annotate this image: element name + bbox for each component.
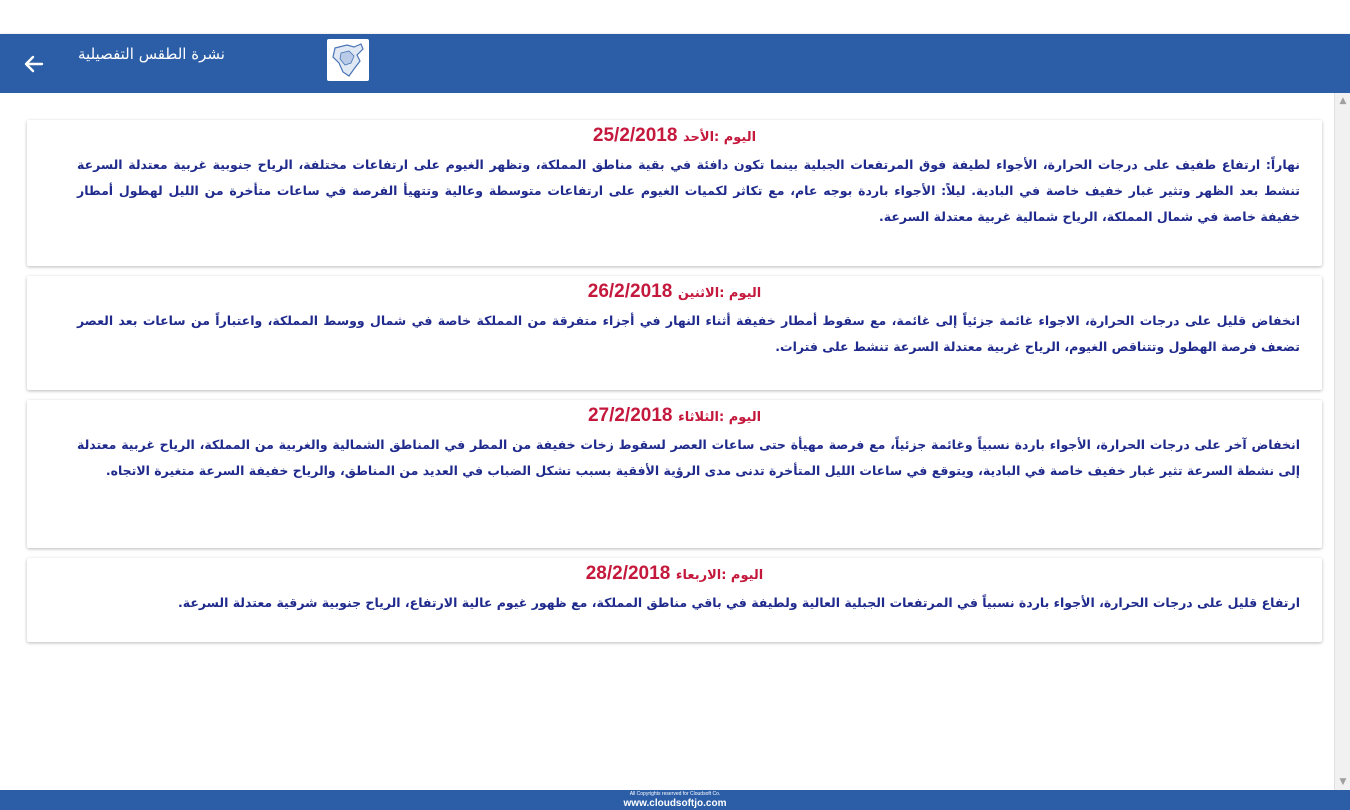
forecast-date: 28/2/2018: [585, 563, 671, 584]
footer-link[interactable]: www.cloudsoftjo.com: [623, 798, 727, 809]
forecast-text: ارتفاع قليل على درجات الحرارة، الأجواء باردة نسبياً في المرتفعات الجبلية العالية ولطيفة في باقي مناطق المملكة، مع ظهور غيوم عالية الارتفاع، الرياح جنوبية شرقية معتدلة السرعة.: [178, 595, 1300, 610]
forecast-text: نهاراً: ارتفاع طفيف على درجات الحرارة، الأجواء لطيفة فوق المرتفعات الجبلية بينما تكون دافئة في بقية مناطق المملكة، وتظهر الغيوم على ارتفاعات مختلفة، الرياح جنوبية غربية معتدلة السرعة تنشط بعد الظهر وتثير غبار خفيف خاصة في البادية. ليلاً: الأجواء باردة بوجه عام، مع تكاثر لكميات الغيوم على ارتفاعات متوسطة وعالية وتتهيأ الفرصة في ساعات متأخرة من الليل لهطول أمطار خفيفة خاصة في شمال المملكة، الرياح شمالية غربية معتدلة السرعة.: [77, 157, 1300, 224]
top-strip: [0, 0, 1350, 34]
forecast-list[interactable]: [0, 93, 1334, 790]
forecast-card-title: [27, 562, 1322, 588]
vertical-scrollbar[interactable]: [1334, 93, 1350, 790]
forecast-card-day-2: [27, 276, 1322, 390]
footer-copyright: All Copyrights reserved for Cloudsoft Co.: [629, 791, 721, 797]
forecast-card-title: [27, 124, 1322, 150]
forecast-card-day-1: [27, 120, 1322, 266]
forecast-text: انخفاض آخر على درجات الحرارة، الأجواء باردة نسبياً وغائمة جزئياً، مع فرصة مهيأة حتى ساعات العصر لسقوط زخات خفيفة من المطر في المناطق الشمالية والغربية من المملكة، الرياح غربية معتدلة إلى نشطة السرعة تثير غبار خفيف خاصة في البادية، ويتوقع في ساعات الليل المتأخرة تدنى مدى الرؤية الأفقية بسبب تشكل الضباب في العديد من المناطق، والرياح خفيفة السرعة متغيرة الاتجاه.: [77, 437, 1300, 478]
forecast-date: 27/2/2018: [587, 405, 673, 426]
page-title: نشرة الطقس التفصيلية: [78, 45, 225, 63]
day-label: اليوم :الثلاثاء: [678, 410, 762, 425]
day-label: اليوم :الاربعاء: [675, 568, 764, 583]
day-label: اليوم :الاثنين: [677, 286, 762, 301]
footer: [0, 790, 1350, 810]
forecast-card-title: [27, 280, 1322, 306]
scroll-down-arrow-icon[interactable]: ▼: [1339, 777, 1347, 787]
forecast-card-title: [27, 404, 1322, 430]
forecast-card-day-4: [27, 558, 1322, 642]
arrow-left-icon: [20, 50, 48, 78]
day-label: اليوم :الأحد: [683, 130, 757, 145]
jordan-map-logo-icon: [327, 39, 369, 81]
back-button[interactable]: [20, 50, 48, 78]
forecast-text: انخفاض قليل على درجات الحرارة، الاجواء غائمة جزئياً إلى غائمة، مع سقوط أمطار خفيفة أثناء النهار في أجزاء متفرقة من المملكة خاصة في شمال ووسط المملكة، واعتباراً من ساعات بعد العصر تضعف فرصة الهطول وتتناقص الغيوم، الرياح غربية معتدلة السرعة تنشط على فترات.: [77, 313, 1300, 354]
app-header: [0, 34, 1350, 93]
forecast-card-day-3: [27, 400, 1322, 548]
forecast-date: 25/2/2018: [592, 125, 678, 146]
scroll-up-arrow-icon[interactable]: ▲: [1339, 96, 1347, 106]
forecast-date: 26/2/2018: [587, 281, 673, 302]
